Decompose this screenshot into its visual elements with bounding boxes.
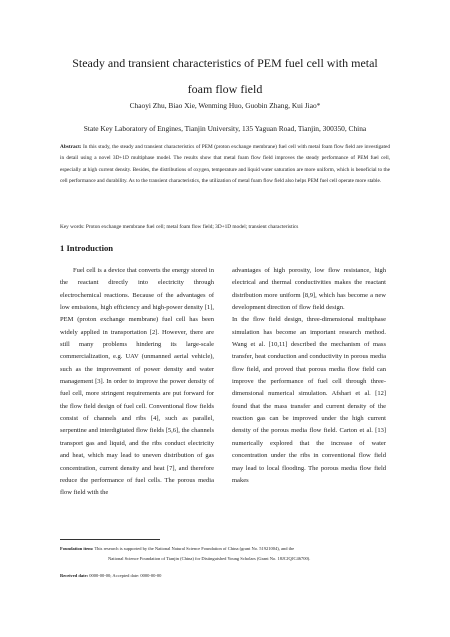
body-paragraph: Fuel cell is a device that converts the energy stored in the reactant directly into electricity through electrochemical reactions. Because of the advantages of low emissions, high efficiency and high-power density [1], PEM (proton exchange membrane) fuel cell has been widely applied in transportation [2]. However, there are still many problems hindering its large-scale commercialization, e.g. UAV (unmanned aerial vehicle), such as the improvement of power density and water management [3]. In order to improve the power density of fuel cell, more stringent requirements are put forward for the flow field design of fuel cell. Conventional flow fields consist of channels and ribs [4], such as parallel, serpentine and interdigitated flow fields [5,6], the channels transport gas and liquid, and the ribs conduct electricity and heat, which may lead to uneven distribution of gas concentration, current density and heat [7], and therefore reduce the performance of fuel cells. The porous media flow field with the [60,267,214,497]
footnote-divider [60,539,160,540]
funding-note [60,544,390,563]
body-paragraph: In the flow field design, three-dimensional multiphase simulation has become an important research method. Wang et al. [10,11] described the mechanism of mass transfer, heat conduction and conductivity in porous media flow field, and proved that porous media flow field can improve the performance of fuel cell through three-dimensional numerical simulation. Afshari et al. [12] found that the mass transfer and current density of the reaction gas can be improved under the high current density of the porous media flow field. Carton et al. [13] numerically explored that the increase of water concentration under the ribs in conventional flow field may lead to local flooding. The porous media flow field makes [232,316,386,484]
author-list: Chaoyi Zhu, Biao Xie, Wenming Huo, Guobin Zhang, Kui Jiao* [129,101,321,110]
keywords: Key words: Proton exchange membrane fuel cell; metal foam flow field; 3D+1D model; transient characteristics [60,224,299,230]
received-text: 0000-00-00; Accepted date: 0000-00-00 [89,573,162,578]
received-date [60,571,161,580]
body-column-left [60,265,214,500]
paper-title-line-2: foam flow field [187,82,263,96]
abstract [60,142,390,188]
funding-text-2: National Science Foundation of Tianjin (China) for Distinguished Young Scholars (Grant No. 18JCJQJC46700). [108,555,311,561]
body-paragraph: advantages of high porosity, low flow resistance, high electrical and thermal conductivities makes the reactant distribution more uniform [8,9], which has become a new development direction of flow field design. [232,267,386,312]
funding-line-1 [60,544,390,554]
funding-label: Foundation item: [60,546,94,551]
funding-text-1: This research is supported by the National Natural Science Foundation of China (grant No. 51921004), and the [94,546,295,551]
received-label: Received date: [60,573,89,578]
section-heading: 1 Introduction [60,243,114,253]
body-column-right [232,265,386,487]
paper-title-line-1: Steady and transient characteristics of PEM fuel cell with metal [72,56,378,70]
abstract-label: Abstract: [60,144,82,150]
abstract-text: In this study, the steady and transient characteristics of PEM (proton exchange membrane) fuel cell with metal foam flow field are investigated in detail using a novel 3D+1D multiphase model. The results show that metal foam flow field improves the steady performance of PEM fuel cell, especially at high current density. Besides, the distributions of oxygen, temperature and liquid water saturation are more uniform, which is beneficial to the cell performance and durability. As to the transient characteristics, the utilization of metal foam flow field also helps PEM fuel cell operate more stable. [60,144,391,185]
affiliation: State Key Laboratory of Engines, Tianjin University, 135 Yaguan Road, Tianjin, 300350, China [83,124,367,133]
